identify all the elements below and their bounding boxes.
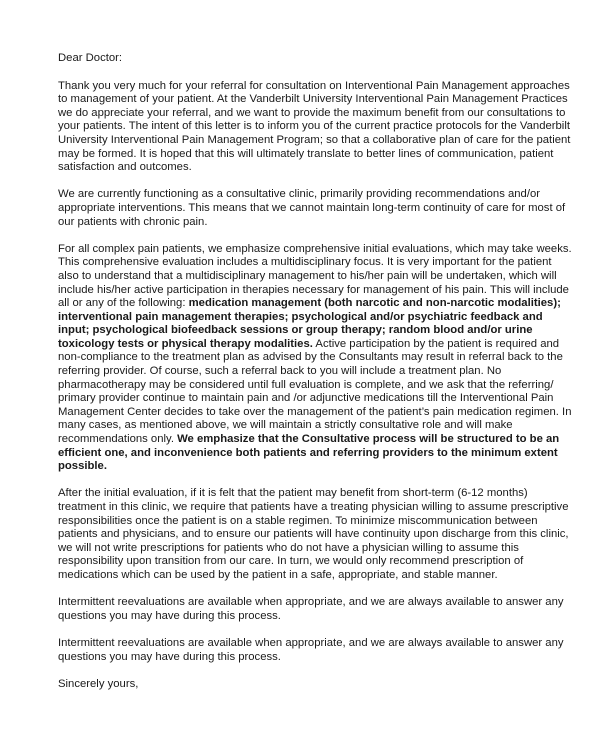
paragraph-reevaluations-2: Intermittent reevaluations are available when appropriate, and we are always available to answer any questions you may have during this process. xyxy=(58,636,564,663)
paragraph-reevaluations-1: Intermittent reevaluations are available when appropriate, and we are always available to answer any questions you may have during this process. xyxy=(58,596,564,622)
therapy-list-bold: medication management (both narcotic and non-narcotic modalities); interventional pain management therapies; psychological and/or psychiatric feedback and input; psychological biofeedback sessions or group therapy; random blood and/or urine toxicology tests or physical therapy modalities. xyxy=(58,297,561,350)
paragraph-initial-evaluation: After the initial evaluation, if it is felt that the patient may benefit from short-term (6-12 months) treatment in this clinic, we require that patients have a treating physician willing to assume prescriptive responsibilities once the patient is on a stable regimen. To minimize miscommunication between patients and physicians, and to ensure our patients will have continuity upon discharge from this clinic, we will not write prescriptions for patients who do not have a physician willing to assume this responsibility upon transition from our care. In turn, we would only recommend prescription of medications which can be used by the patient in a safe, appropriate, and stable manner. xyxy=(58,487,569,581)
evaluation-text-intro: For all complex pain patients, we emphasize comprehensive initial evaluations, which may take weeks. This comprehensive evaluation includes a multidisciplinary focus. It is very important for the patient also to understand that a multidisciplinary management to his/her pain will be undertaken, which will include his/her active participation in therapies necessary for management of his pain. This will include all or any of the following: xyxy=(58,242,572,310)
paragraph-consultative-clinic: We are currently functioning as a consultative clinic, primarily providing recommendations and/or appropriate interventions. This means that we cannot maintain long-term continuity of care for most of our patients with chronic pain. xyxy=(58,188,566,228)
evaluation-text-middle: Active participation by the patient is required and non-compliance to the treatment plan as advised by the Consultants may result in referral back to the referring provider. Of course, such a referral back to you will include a treatment plan. No pharmacotherapy may be considered until full evaluation is complete, and we ask that the referring/ primary provider continue to maintain pain and /or adjunctive medications till the Interventional Pain Management Center decides to take over the management of the patient’s pain medication regimen. In many cases, as mentioned above, we will maintain a strictly consultative role and will make recommendations only. xyxy=(58,337,572,446)
salutation: Dear Doctor: xyxy=(58,52,123,64)
consultative-process-bold: We emphasize that the Consultative process will be structured to be an efficient one, and inconvenience both patients and referring providers to the minimum extent possible. xyxy=(58,433,560,473)
paragraph-complex-pain-evaluation xyxy=(58,243,572,474)
closing: Sincerely yours, xyxy=(58,677,139,690)
paragraph-referral-thanks: Thank you very much for your referral for consultation on Interventional Pain Management approaches to management of your patient. At the Vanderbilt University Interventional Pain Management Practices we do appreciate your referral, and we want to provide the maximum benefit from our consultations to your patients. The intent of this letter is to inform you of the current practice protocols for the Vanderbilt University Interventional Pain Management Program; so that a collaborative plan of care for the patient may be formed. It is hoped that this will ultimately translate to better lines of communication, patient satisfaction and outcomes. xyxy=(58,79,571,174)
